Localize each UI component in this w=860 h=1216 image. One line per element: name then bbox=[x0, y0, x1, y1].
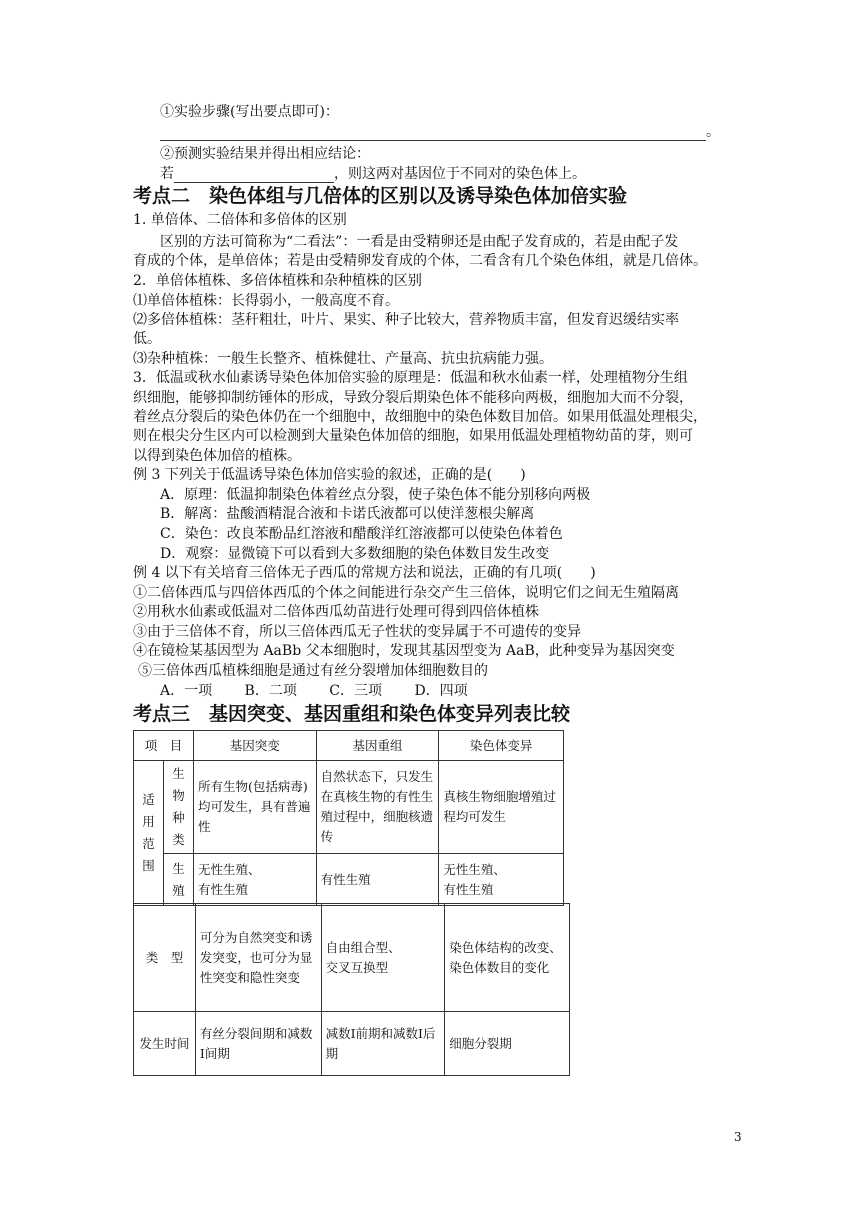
cell-chromosome-species: 真核生物细胞增殖过程均可发生 bbox=[439, 761, 564, 854]
s2-p1-title: 1. 单倍体、二倍体和多倍体的区别 bbox=[133, 212, 347, 228]
s2-p3-line2: 织细胞，能够抑制纺锤体的形成，导致分裂后期染色体不能移向两极，细胞加大而不分裂， bbox=[133, 390, 693, 406]
s2-p3-line1: 3．低温或秋水仙素诱导染色体加倍实验的原理是：低温和秋水仙素一样，处理植物分生组 bbox=[133, 370, 688, 386]
cell-mutation-species: 所有生物(包括病毒)均可发生，具有普遍性 bbox=[193, 761, 316, 854]
cell-recombination-type: 自由组合型、 交叉互换型 bbox=[321, 904, 445, 1012]
s2-p3-line5: 以得到染色体加倍的植株。 bbox=[133, 448, 301, 464]
example-4-stem: 例 4 以下有关培育三倍体无子西瓜的常规方法和说法，正确的有几项( ) bbox=[133, 565, 596, 581]
example-4-statement-1: ①二倍体西瓜与四倍体西瓜的个体之间能进行杂交产生三倍体，说明它们之间无生殖隔离 bbox=[133, 585, 679, 601]
s2-p2-b-line1: ⑵多倍体植株：茎秆粗壮，叶片、果实、种子比较大，营养物质丰富，但发育迟缓结实率 bbox=[133, 312, 679, 328]
table-row bbox=[134, 761, 564, 854]
section-3-title: 考点三 基因突变、基因重组和染色体变异列表比较 bbox=[133, 703, 571, 725]
page-number: 3 bbox=[734, 1130, 742, 1144]
s2-p3-line4: 则在根尖分生区内可以检测到大量染色体加倍的细胞，如果用低温处理植物幼苗的芽，则可 bbox=[133, 428, 693, 444]
scope-label: 适用范围 bbox=[134, 761, 164, 906]
cell-mutation-time: 有丝分裂间期和减数Ⅰ间期 bbox=[195, 1012, 321, 1076]
s2-p2-a: ⑴单倍体植株：长得弱小，一般高度不育。 bbox=[133, 293, 399, 309]
cell-chromosome-time: 细胞分裂期 bbox=[445, 1012, 570, 1076]
example-4-statement-4: ④在镜检某基因型为 AaBb 父本细胞时，发现其基因型变为 AaB，此种变异为基因突变 bbox=[133, 643, 675, 659]
cell-recombination-time: 减数Ⅰ前期和减数Ⅰ后期 bbox=[321, 1012, 445, 1076]
species-label: 生物种类 bbox=[163, 761, 193, 854]
table-row bbox=[134, 904, 570, 1012]
example-4-statement-3: ③由于三倍体不育，所以三倍体西瓜无子性状的变异属于不可遗传的变异 bbox=[133, 624, 581, 640]
example-3-option-b[interactable]: B．解离：盐酸酒精混合液和卡诺氏液都可以使洋葱根尖解离 bbox=[160, 506, 535, 522]
cell-recombination-species: 自然状态下，只发生在真核生物的有性生殖过程中，细胞核遗传 bbox=[316, 761, 439, 854]
example-3-option-a[interactable]: A．原理：低温抑制染色体着丝点分裂，使子染色体不能分别移向两极 bbox=[160, 487, 591, 503]
example-4-statement-5: ⑤三倍体西瓜植株细胞是通过有丝分裂增加体细胞数目的 bbox=[138, 663, 488, 679]
answer-blank-line[interactable] bbox=[174, 168, 334, 183]
answer-blank-line[interactable] bbox=[160, 126, 706, 141]
predict-result-blank: 若 ，则这两对基因位于不同对的染色体上。 bbox=[160, 166, 586, 182]
experiment-steps-label: ①实验步骤(写出要点即可)： bbox=[160, 104, 339, 120]
time-label: 发生时间 bbox=[134, 1012, 196, 1076]
example-4-options[interactable]: A．一项 B．二项 C．三项 D．四项 bbox=[160, 683, 468, 699]
predict-result-label: ②预测实验结果并得出相应结论： bbox=[160, 146, 370, 162]
table-header-row bbox=[134, 731, 564, 761]
cell-chromosome-reproduction: 无性生殖、 有性生殖 bbox=[439, 854, 564, 906]
s2-p2-title: 2．单倍体植株、多倍体植株和杂种植株的区别 bbox=[133, 273, 422, 289]
comparison-table-part-2 bbox=[133, 903, 570, 1076]
table-row bbox=[134, 854, 564, 906]
reproduction-label: 生殖 bbox=[163, 854, 193, 906]
header-gene-recombination: 基因重组 bbox=[316, 731, 439, 761]
s2-p1-line2: 育成的个体，是单倍体；若是由受精卵发育成的个体，二看含有几个染色体组，就是几倍体。 bbox=[133, 253, 707, 269]
s2-p1-line1: 区别的方法可简称为“二看法”：一看是由受精卵还是由配子发育成的，若是由配子发 bbox=[160, 234, 679, 250]
header-item: 项 目 bbox=[134, 731, 194, 761]
cell-mutation-type: 可分为自然突变和诱发突变，也可分为显性突变和隐性突变 bbox=[195, 904, 321, 1012]
cell-chromosome-type: 染色体结构的改变、染色体数目的变化 bbox=[445, 904, 570, 1012]
s2-p2-c: ⑶杂种植株：一般生长整齐、植株健壮、产量高、抗虫抗病能力强。 bbox=[133, 351, 553, 367]
s2-p3-line3: 着丝点分裂后的染色体仍在一个细胞中，故细胞中的染色体数目加倍。如果用低温处理根尖， bbox=[133, 409, 707, 425]
example-4-statement-2: ②用秋水仙素或低温对二倍体西瓜幼苗进行处理可得到四倍体植株 bbox=[133, 604, 539, 620]
type-label: 类 型 bbox=[134, 904, 196, 1012]
cell-recombination-reproduction: 有性生殖 bbox=[316, 854, 439, 906]
s2-p2-b-line2: 低。 bbox=[133, 331, 161, 347]
section-2-title: 考点二 染色体组与几倍体的区别以及诱导染色体加倍实验 bbox=[133, 185, 628, 207]
example-3-stem: 例 3 下列关于低温诱导染色体加倍实验的叙述，正确的是( ) bbox=[133, 467, 526, 483]
experiment-steps-blank: 。 bbox=[160, 123, 720, 141]
comparison-table-part-1 bbox=[133, 730, 564, 906]
header-gene-mutation: 基因突变 bbox=[193, 731, 316, 761]
example-3-option-c[interactable]: C．染色：改良苯酚品红溶液和醋酸洋红溶液都可以使染色体着色 bbox=[160, 526, 563, 542]
cell-mutation-reproduction: 无性生殖、 有性生殖 bbox=[193, 854, 316, 906]
header-chromosome-variation: 染色体变异 bbox=[439, 731, 564, 761]
table-row bbox=[134, 1012, 570, 1076]
example-3-option-d[interactable]: D．观察：显微镜下可以看到大多数细胞的染色体数目发生改变 bbox=[160, 546, 550, 562]
